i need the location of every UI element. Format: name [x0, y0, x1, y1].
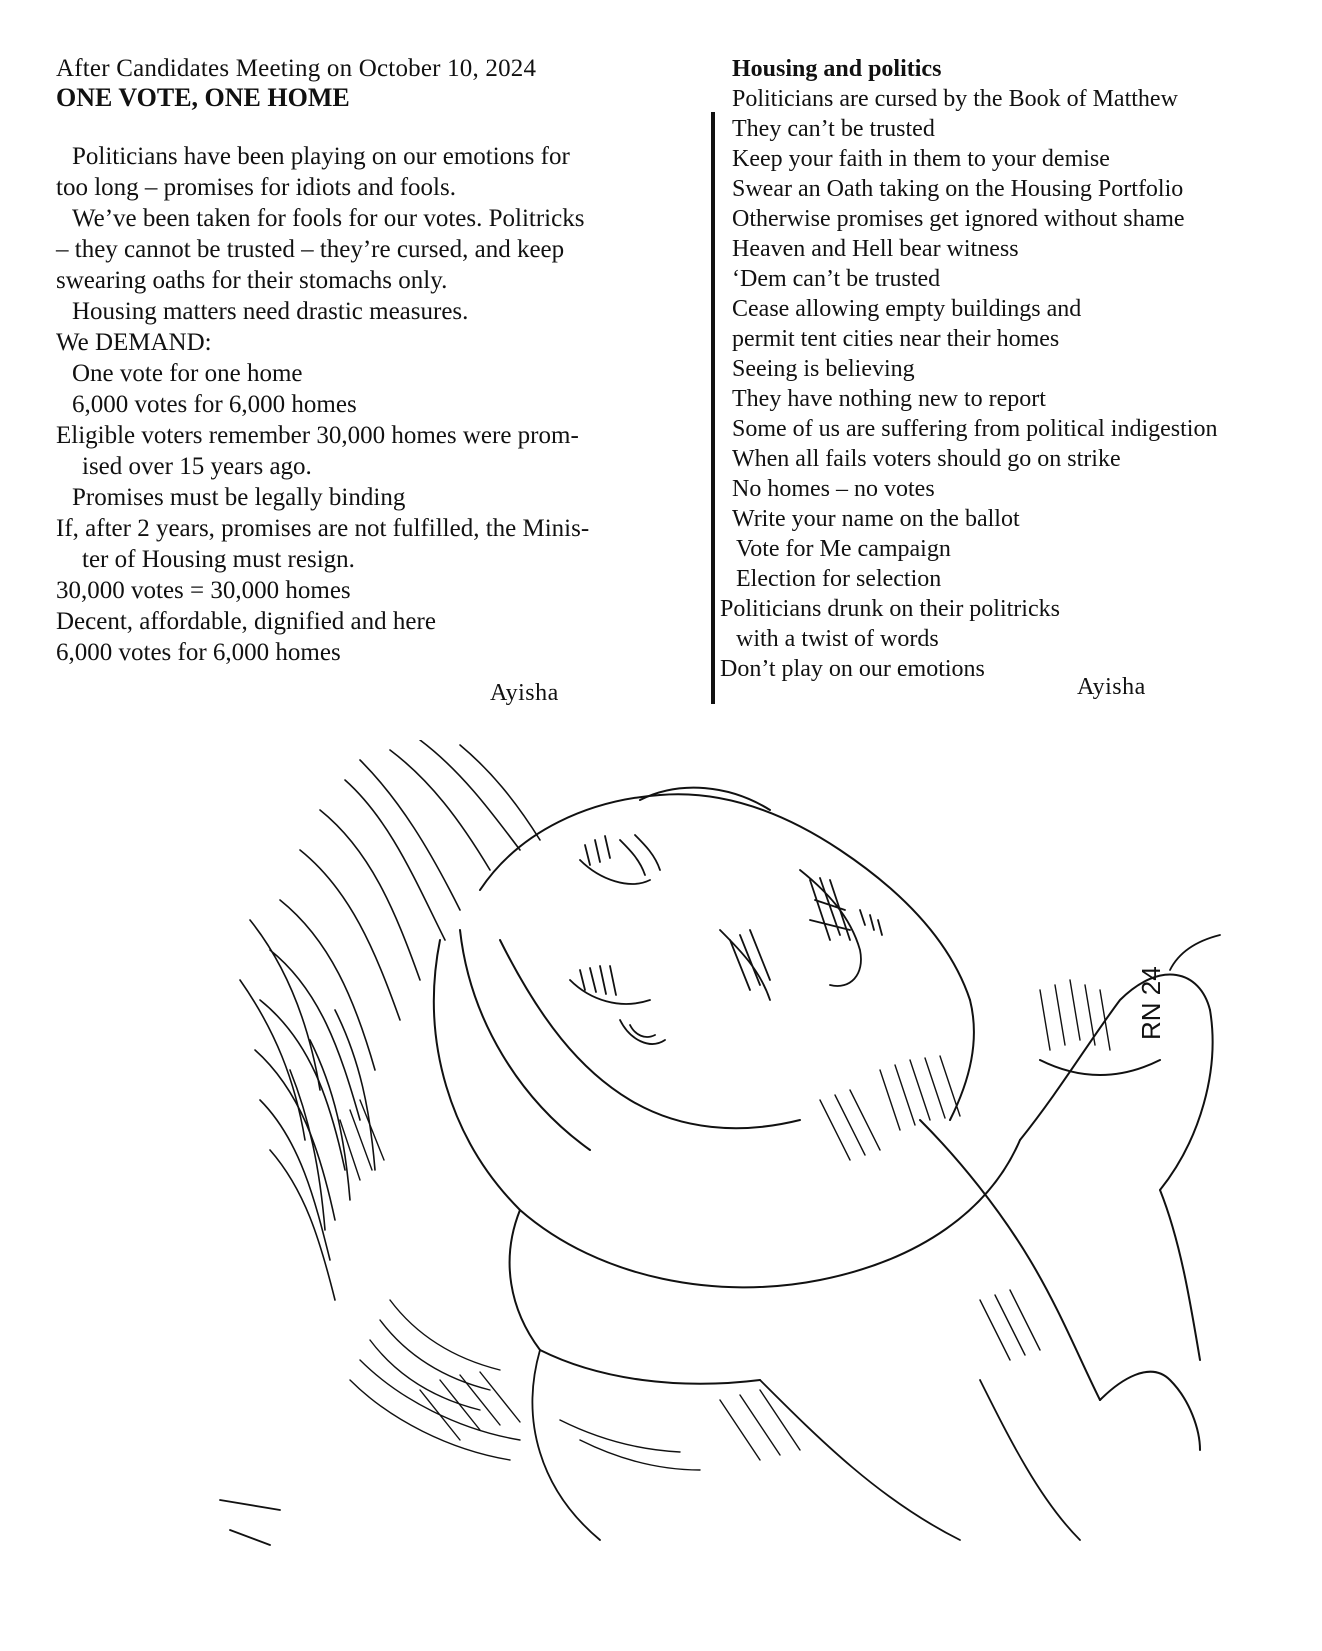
right-poem-line: Vote for Me campaign [736, 536, 951, 562]
left-poem-line: 6,000 votes for 6,000 homes [72, 391, 357, 418]
right-poem-line: Otherwise promises get ignored without shame [732, 206, 1185, 232]
right-poem-line: When all fails voters should go on strike [732, 446, 1121, 472]
right-poem [720, 54, 1320, 684]
right-poem-line: with a twist of words [736, 626, 939, 652]
left-poem-line: 6,000 votes for 6,000 homes [56, 639, 341, 666]
left-poem-line: We DEMAND: [56, 329, 212, 356]
left-poem-line: If, after 2 years, promises are not fulfilled, the Minis- [56, 515, 590, 542]
shoulder-lines [220, 935, 1220, 1545]
left-poem-line: We’ve been taken for fools for our votes. Politricks [72, 205, 585, 232]
left-poem-line: too long – promises for idiots and fools. [56, 174, 456, 201]
right-poem-line: Seeing is believing [732, 356, 915, 382]
right-poem-line: Keep your faith in them to your demise [732, 146, 1110, 172]
face-outline [480, 788, 974, 1129]
left-poem-line: – they cannot be trusted – they’re cursed, and keep [56, 236, 565, 263]
right-poem-title: Housing and politics [732, 56, 942, 82]
left-poem-line: One vote for one home [72, 360, 303, 387]
right-poem-line: permit tent cities near their homes [732, 326, 1060, 352]
ink-portrait-illustration [160, 740, 1280, 1640]
eyes [570, 835, 665, 1044]
left-poem-line: Promises must be legally binding [72, 484, 406, 511]
right-poem-line: Some of us are suffering from political indigestion [732, 416, 1218, 442]
left-poem-header: After Candidates Meeting on October 10, 2024 [56, 55, 537, 82]
right-poem-line: Swear an Oath taking on the Housing Portfolio [732, 176, 1184, 202]
right-poem-signature: Ayisha [1077, 674, 1146, 700]
left-poem [56, 54, 686, 668]
right-poem-line: Heaven and Hell bear witness [732, 236, 1019, 262]
right-poem-line: Election for selection [736, 566, 942, 592]
left-poem-line: ised over 15 years ago. [82, 453, 312, 480]
right-poem-line: Politicians drunk on their politricks [720, 596, 1060, 622]
right-poem-line: Politicians are cursed by the Book of Matthew [732, 86, 1178, 112]
left-poem-line: 30,000 votes = 30,000 homes [56, 577, 351, 604]
left-poem-line: ter of Housing must resign. [82, 546, 355, 573]
left-poem-body [56, 141, 686, 668]
scarf [434, 930, 1213, 1450]
hair-strokes [240, 740, 540, 1300]
nose-mouth [720, 870, 882, 1000]
right-poem-line: No homes – no votes [732, 476, 935, 502]
right-poem-line: Cease allowing empty buildings and [732, 296, 1082, 322]
left-poem-line: Housing matters need drastic measures. [72, 298, 469, 325]
right-poem-line: They can’t be trusted [732, 116, 935, 142]
right-poem-body [720, 84, 1320, 684]
left-poem-line: swearing oaths for their stomachs only. [56, 267, 448, 294]
left-poem-signature: Ayisha [490, 680, 559, 706]
right-poem-line: Write your name on the ballot [732, 506, 1020, 532]
shading-hatch [340, 980, 1110, 1470]
left-poem-line: Decent, affordable, dignified and here [56, 608, 436, 635]
right-poem-line: ‘Dem can’t be trusted [732, 266, 941, 292]
right-poem-line: They have nothing new to report [732, 386, 1046, 412]
column-divider [711, 112, 715, 704]
left-poem-line: Politicians have been playing on our emotions for [72, 143, 570, 170]
left-poem-title: ONE VOTE, ONE HOME [56, 83, 350, 112]
left-poem-line: Eligible voters remember 30,000 homes were prom- [56, 422, 579, 449]
right-poem-line: Don’t play on our emotions [720, 656, 985, 682]
artist-initials: RN 24 [1136, 966, 1166, 1040]
